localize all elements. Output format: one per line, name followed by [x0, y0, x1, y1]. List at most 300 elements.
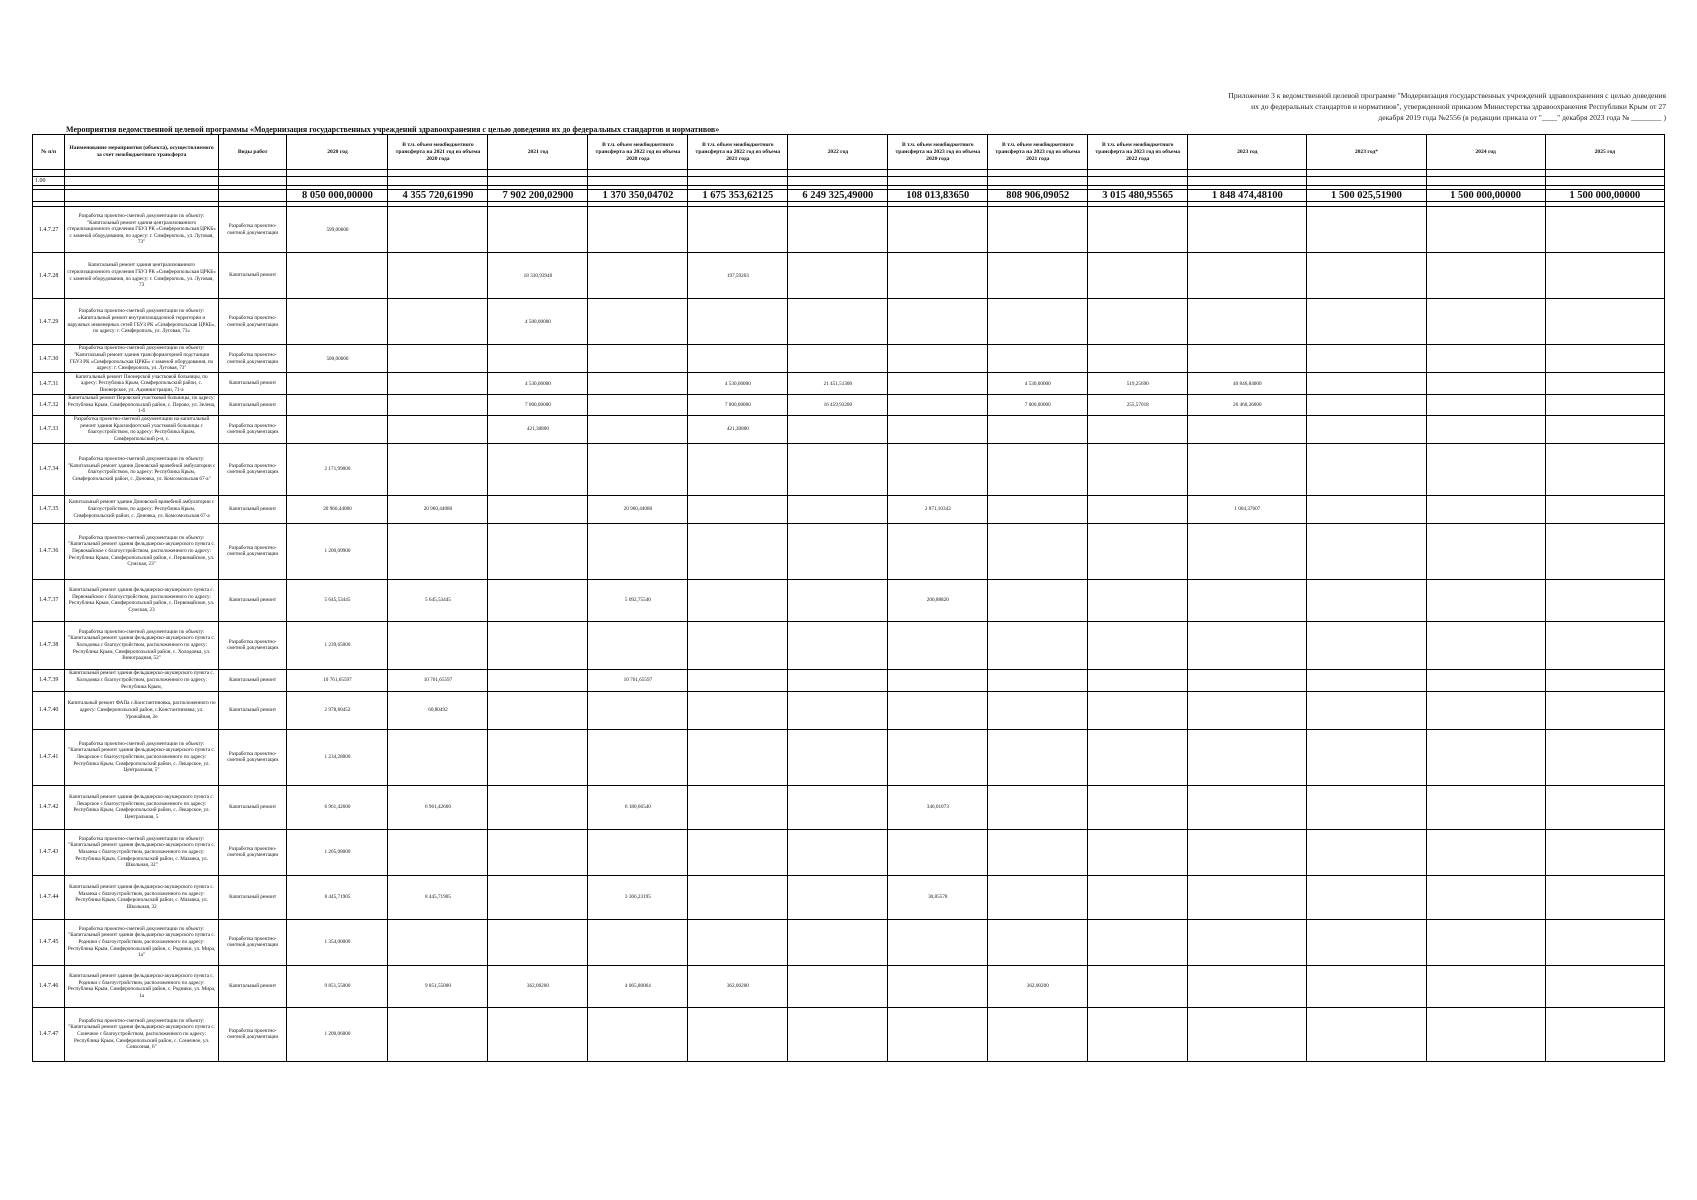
- value-cell: 362,00200: [988, 965, 1088, 1007]
- value-cell: [788, 415, 888, 443]
- value-cell: [488, 785, 588, 829]
- table-row: [33, 621, 1665, 669]
- value-cell: 421,30800: [488, 415, 588, 443]
- value-cell: 255,57018: [1088, 395, 1188, 416]
- value-cell: 4 530,00000: [688, 373, 788, 395]
- value-cell: [588, 1007, 688, 1061]
- total-cell: 7 902 200,02900: [488, 190, 588, 202]
- value-cell: [588, 729, 688, 785]
- table-row: [33, 415, 1665, 443]
- row-number: 1.4.7.37: [33, 579, 65, 621]
- value-cell: [888, 729, 988, 785]
- value-cell: [1188, 965, 1307, 1007]
- value-cell: [788, 345, 888, 373]
- value-cell: [988, 729, 1088, 785]
- table-row: [33, 299, 1665, 345]
- appendix-line: Приложение 3 к ведомственной целевой программе "Модернизация государственных учреждений здравоохранения с целью доведения: [1228, 91, 1666, 100]
- value-cell: [988, 691, 1088, 729]
- row-work-type: Разработка проектно-сметной документации: [218, 829, 287, 875]
- value-cell: [388, 415, 488, 443]
- value-cell: [588, 253, 688, 299]
- value-cell: [1307, 691, 1426, 729]
- row-work-type: Разработка проектно-сметной документации: [218, 729, 287, 785]
- value-cell: [1088, 875, 1188, 919]
- value-cell: [388, 299, 488, 345]
- value-cell: [988, 443, 1088, 495]
- row-number: 1.4.7.31: [33, 373, 65, 395]
- value-cell: [1088, 253, 1188, 299]
- value-cell: [1307, 1007, 1426, 1061]
- row-work-type: Разработка проектно-сметной документации: [218, 1007, 287, 1061]
- table-row: [33, 729, 1665, 785]
- col-header-num: № п/п: [33, 135, 65, 170]
- value-cell: [287, 373, 388, 395]
- value-cell: [1188, 829, 1307, 875]
- value-cell: 421,30800: [688, 415, 788, 443]
- value-cell: [488, 691, 588, 729]
- value-cell: [1188, 579, 1307, 621]
- value-cell: [488, 345, 588, 373]
- value-cell: [488, 443, 588, 495]
- value-cell: [788, 443, 888, 495]
- value-cell: [788, 729, 888, 785]
- document-title: Мероприятия ведомственной целевой программы «Модернизация государственных учреждений здравоохранения с целью доведения их до федеральных стандартов и нормативов»: [66, 125, 720, 134]
- value-cell: [1088, 729, 1188, 785]
- value-cell: [388, 345, 488, 373]
- value-cell: [1426, 395, 1545, 416]
- value-cell: [1426, 669, 1545, 691]
- value-cell: 8 445,71905: [388, 875, 488, 919]
- value-cell: [988, 621, 1088, 669]
- row-name: Разработка проектно-сметной документации по объекту: "Капитальный ремонт здания фельдшерско-акушерского пункта с. Первомайское с благоустройством, расположенного по адресу: Республика Крым, Симферопольский район, с. Первомайское, ул. Сумская, 23": [65, 523, 219, 579]
- value-cell: [1088, 443, 1188, 495]
- row-number: 1.4.7.38: [33, 621, 65, 669]
- value-cell: 60,80492: [388, 691, 488, 729]
- row-number: 1.4.7.32: [33, 395, 65, 416]
- row-name: Капитальный ремонт Перовской участковой больницы, по адресу: Республика Крым, Симферопольский район, с. Перово, ул. Зелена, 1-б: [65, 395, 219, 416]
- value-cell: [1307, 523, 1426, 579]
- row-work-type: Капитальный ремонт: [218, 965, 287, 1007]
- value-cell: [1426, 299, 1545, 345]
- value-cell: [1188, 443, 1307, 495]
- value-cell: [1307, 965, 1426, 1007]
- value-cell: [1307, 253, 1426, 299]
- value-cell: [688, 621, 788, 669]
- table-row: [33, 443, 1665, 495]
- value-cell: [1307, 299, 1426, 345]
- table-row: [33, 579, 1665, 621]
- row-number: 1.4.7.46: [33, 965, 65, 1007]
- value-cell: [988, 495, 1088, 523]
- value-cell: [988, 345, 1088, 373]
- row-work-type: Разработка проектно-сметной документации: [218, 523, 287, 579]
- table-row: [33, 253, 1665, 299]
- row-work-type: Разработка проектно-сметной документации: [218, 299, 287, 345]
- value-cell: 500,00000: [287, 345, 388, 373]
- value-cell: [1426, 495, 1545, 523]
- table-row: [33, 691, 1665, 729]
- table-row: [33, 1007, 1665, 1061]
- value-cell: [1088, 785, 1188, 829]
- value-cell: [1307, 345, 1426, 373]
- row-name: Разработка проектно-сметной документации по объекту: "Капитальный ремонт здания фельдшерско-акушерского пункта с. Мазанка с благоустройством, расположенного по адресу: Республика Крым, Симферопольский район, с. Мазанка, ул. Школьная, 32": [65, 829, 219, 875]
- value-cell: [1188, 785, 1307, 829]
- value-cell: [588, 415, 688, 443]
- value-cell: [588, 299, 688, 345]
- value-cell: [688, 1007, 788, 1061]
- value-cell: [688, 829, 788, 875]
- value-cell: [488, 207, 588, 253]
- value-cell: [1088, 965, 1188, 1007]
- section-code-row: [33, 177, 1665, 186]
- col-header-name: Наименование мероприятия (объекта), осуществляемого за счет межбюджетного трансферта: [65, 135, 219, 170]
- total-cell: 8 050 000,00000: [287, 190, 388, 202]
- total-cell: 1 500 000,00000: [1545, 190, 1664, 202]
- table-row: [33, 785, 1665, 829]
- value-cell: [888, 965, 988, 1007]
- value-cell: [788, 579, 888, 621]
- value-cell: [1545, 1007, 1664, 1061]
- value-cell: [788, 495, 888, 523]
- value-cell: [388, 919, 488, 965]
- value-cell: [1426, 919, 1545, 965]
- total-cell: 1 500 000,00000: [1426, 190, 1545, 202]
- value-cell: [287, 299, 388, 345]
- col-header-2021: 2021 год: [488, 135, 588, 170]
- row-name: Капитальный ремонт здания фельдшерско-акушерского пункта с. Первомайское с благоустройством, расположенного по адресу: Республика Крым, Симферопольский район, с. Первомайское, ул. Сумская, 23: [65, 579, 219, 621]
- row-number: 1.4.7.39: [33, 669, 65, 691]
- value-cell: [1188, 729, 1307, 785]
- value-cell: [888, 669, 988, 691]
- value-cell: [1307, 919, 1426, 965]
- col-header-2022-from-2020: В т.ч. объем межбюджетного трансферта на 2022 год из объема 2020 года: [588, 135, 688, 170]
- row-work-type: Разработка проектно-сметной документации: [218, 621, 287, 669]
- value-cell: [1545, 919, 1664, 965]
- value-cell: [1426, 621, 1545, 669]
- row-name: Разработка проектно-сметной документации по объекту: "Капитальный ремонт здания фельдшерско-акушерского пункта с. Холодовка с благоустройством, расположенного по адресу: Республика Крым, Симферопольский район, с. Холодовка, ул. Виноградная, 52": [65, 621, 219, 669]
- value-cell: 1 354,00000: [287, 919, 388, 965]
- value-cell: [688, 729, 788, 785]
- total-cell: 808 906,09052: [988, 190, 1088, 202]
- row-name: Разработка проектно-сметной документации по объекту: "Капитальный ремонт здания централизованного стерилизационного отделения ГБУЗ РК «Симферопольская ЦРКБ» с заменой оборудования, по адресу: г. Симферополь, ул. Луговая, 73": [65, 207, 219, 253]
- value-cell: 40 846,84000: [1188, 373, 1307, 395]
- value-cell: [388, 443, 488, 495]
- value-cell: [888, 919, 988, 965]
- table-row: [33, 829, 1665, 875]
- col-header-2023-from-2020: В т.ч. объем межбюджетного трансферта на 2023 год из объема 2020 года: [888, 135, 988, 170]
- row-number: 1.4.7.40: [33, 691, 65, 729]
- value-cell: [1188, 299, 1307, 345]
- value-cell: [488, 919, 588, 965]
- value-cell: [988, 415, 1088, 443]
- value-cell: [588, 691, 688, 729]
- value-cell: [1545, 785, 1664, 829]
- value-cell: 599,00000: [287, 207, 388, 253]
- value-cell: [1307, 373, 1426, 395]
- col-header-2020: 2020 год: [287, 135, 388, 170]
- value-cell: [1545, 373, 1664, 395]
- value-cell: [1307, 443, 1426, 495]
- value-cell: 4 065,80064: [588, 965, 688, 1007]
- table-row: [33, 495, 1665, 523]
- value-cell: [1545, 495, 1664, 523]
- value-cell: [1307, 495, 1426, 523]
- value-cell: [1545, 345, 1664, 373]
- row-number: 1.4.7.41: [33, 729, 65, 785]
- value-cell: [1188, 253, 1307, 299]
- row-name: Разработка проектно-сметной документации по объекту: "Капитальный ремонт здания фельдшерско-акушерского пункта с. Лекарское с благоустройством, расположенного по адресу: Республика Крым, Симферопольский район, с. Лекарское, ул. Центральная, 5": [65, 729, 219, 785]
- value-cell: [488, 1007, 588, 1061]
- value-cell: 18 330,93940: [488, 253, 588, 299]
- value-cell: 1 234,28000: [287, 729, 388, 785]
- row-name: Капитальный ремонт здания фельдшерско-акушерского пункта с. Лекарское с благоустройством, расположенного по адресу: Республика Крым, Симферопольский район, с. Лекарское, ул. Центральная, 5: [65, 785, 219, 829]
- value-cell: [1545, 965, 1664, 1007]
- value-cell: [888, 395, 988, 416]
- value-cell: 1 200,06000: [287, 1007, 388, 1061]
- value-cell: [1426, 579, 1545, 621]
- value-cell: [1545, 669, 1664, 691]
- total-cell: 6 249 325,49000: [788, 190, 888, 202]
- row-number: 1.4.7.43: [33, 829, 65, 875]
- col-header-2023-from-2021: В т.ч. объем межбюджетного трансферта на 2023 год из объема 2021 года: [988, 135, 1088, 170]
- value-cell: [1188, 523, 1307, 579]
- row-name: Разработка проектно-сметной документации по объекту: «Капитальный ремонт внутриплощадочной территории и наружных инженерных сетей ГБУЗ РК «Симферопольская ЦРКБ», по адресу: г. Симферополь, ул. Луговая, 73»: [65, 299, 219, 345]
- value-cell: [1426, 875, 1545, 919]
- value-cell: [1088, 495, 1188, 523]
- value-cell: [1088, 621, 1188, 669]
- row-work-type: Капитальный ремонт: [218, 373, 287, 395]
- value-cell: [1307, 207, 1426, 253]
- row-work-type: Разработка проектно-сметной документации: [218, 345, 287, 373]
- value-cell: [1545, 729, 1664, 785]
- value-cell: [688, 875, 788, 919]
- col-header-2023-from-2022: В т.ч. объем межбюджетного трансферта на 2023 год из объема 2022 года: [1088, 135, 1188, 170]
- row-number: 1.4.7.33: [33, 415, 65, 443]
- row-number: 1.4.7.27: [33, 207, 65, 253]
- value-cell: [888, 299, 988, 345]
- value-cell: [588, 523, 688, 579]
- value-cell: [688, 207, 788, 253]
- value-cell: [1426, 829, 1545, 875]
- value-cell: [688, 495, 788, 523]
- value-cell: [1307, 729, 1426, 785]
- value-cell: 5 645,53445: [388, 579, 488, 621]
- value-cell: [688, 579, 788, 621]
- table-row: [33, 373, 1665, 395]
- value-cell: [888, 691, 988, 729]
- value-cell: [1545, 875, 1664, 919]
- table-row: [33, 875, 1665, 919]
- value-cell: 10 761,65597: [588, 669, 688, 691]
- row-name: Разработка проектно-сметной документации по объекту: "Капитальный ремонт здания Доновской врачебной амбулатории с благоустройством, по адресу: Республика Крым, Симферопольский район, с. Доновка, ул. Комсомольская 67-а": [65, 443, 219, 495]
- value-cell: [1307, 785, 1426, 829]
- value-cell: [1426, 443, 1545, 495]
- value-cell: 1 205,08000: [287, 829, 388, 875]
- value-cell: [1188, 415, 1307, 443]
- col-header-2022-from-2021: В т.ч. объем межбюджетного трансферта на 2022 год из объема 2021 года: [688, 135, 788, 170]
- value-cell: [388, 373, 488, 395]
- value-cell: [888, 345, 988, 373]
- value-cell: [688, 443, 788, 495]
- value-cell: [388, 207, 488, 253]
- value-cell: [988, 253, 1088, 299]
- value-cell: [1088, 299, 1188, 345]
- value-cell: 20 960,44080: [287, 495, 388, 523]
- table-row: [33, 669, 1665, 691]
- value-cell: [788, 207, 888, 253]
- value-cell: 21 451,51300: [788, 373, 888, 395]
- total-cell: 1 500 025,51900: [1307, 190, 1426, 202]
- value-cell: [888, 1007, 988, 1061]
- row-number: 1.4.7.36: [33, 523, 65, 579]
- value-cell: [988, 579, 1088, 621]
- value-cell: [1545, 299, 1664, 345]
- value-cell: [888, 443, 988, 495]
- value-cell: [788, 253, 888, 299]
- value-cell: [1188, 621, 1307, 669]
- value-cell: [1426, 207, 1545, 253]
- value-cell: 2 871,10343: [888, 495, 988, 523]
- row-name: Разработка проектно-сметной документации по объекту: "Капитальный ремонт здания фельдшерско-акушерского пункта с. Сонечное с благоустройством, расположенного по адресу: Республика Крым, Симферопольский район, с. Сонечное, ул. Совхозная, 6": [65, 1007, 219, 1061]
- total-cell: 1 675 353,62125: [688, 190, 788, 202]
- value-cell: [688, 785, 788, 829]
- value-cell: [788, 523, 888, 579]
- value-cell: [788, 621, 888, 669]
- value-cell: 346,01073: [888, 785, 988, 829]
- value-cell: [388, 253, 488, 299]
- row-work-type: Разработка проектно-сметной документации: [218, 415, 287, 443]
- value-cell: [287, 395, 388, 416]
- row-name: Капитальный ремонт здания фельдшерско-акушерского пункта с. Мазанка с благоустройством, расположенного по адресу: Республика Крым, Симферопольский район, с. Мазанка, ул. Школьная, 32: [65, 875, 219, 919]
- value-cell: 5 645,53445: [287, 579, 388, 621]
- value-cell: [588, 373, 688, 395]
- row-name: Разработка проектно-сметной документации по объекту: "Капитальный ремонт здания фельдшерско-акушерского пункта с. Родники с благоустройством, расположенного по адресу: Республика Крым, Симферопольский район, с. Родники, ул. Мира, 1а": [65, 919, 219, 965]
- appendix-note: [1166, 90, 1666, 123]
- value-cell: 20 960,44080: [588, 495, 688, 523]
- appendix-line: их до федеральных стандартов и нормативов", утвержденной приказом Министерства здравоохранения Республики Крым от 27: [1251, 102, 1666, 111]
- row-number: 1.4.7.30: [33, 345, 65, 373]
- value-cell: [588, 443, 688, 495]
- value-cell: [488, 829, 588, 875]
- value-cell: 7 000,00000: [988, 395, 1088, 416]
- value-cell: [988, 299, 1088, 345]
- value-cell: [688, 691, 788, 729]
- col-header-2023: 2023 год: [1188, 135, 1307, 170]
- value-cell: [488, 729, 588, 785]
- value-cell: [1307, 395, 1426, 416]
- col-header-2024: 2024 год: [1426, 135, 1545, 170]
- totals-row: [33, 190, 1665, 202]
- value-cell: 6 961,42600: [287, 785, 388, 829]
- total-cell: 3 015 480,95565: [1088, 190, 1188, 202]
- table-row: [33, 207, 1665, 253]
- row-number: 1.4.7.42: [33, 785, 65, 829]
- value-cell: 26 460,36000: [1188, 395, 1307, 416]
- value-cell: [1426, 373, 1545, 395]
- value-cell: [788, 919, 888, 965]
- total-cell: 108 013,83650: [888, 190, 988, 202]
- value-cell: [888, 621, 988, 669]
- value-cell: 1 004,37607: [1188, 495, 1307, 523]
- value-cell: [1088, 345, 1188, 373]
- value-cell: [388, 1007, 488, 1061]
- row-number: 1.4.7.28: [33, 253, 65, 299]
- value-cell: 4 530,00000: [488, 373, 588, 395]
- row-name: Разработка проектно-сметной документации по объекту: "Капитальный ремонт здания трансформаторной подстанции ГБУЗ РК «Симферопольская ЦРКБ» с заменой оборудования, по адресу: г. Симферополь, ул. Луговая, 73": [65, 345, 219, 373]
- value-cell: 7 000,00000: [488, 395, 588, 416]
- row-name: Капитальный ремонт ФАПа с.Константиновка, расположенного по адресу: Симферопольский район, с.Константиновка, ул. Урожайная, 2е: [65, 691, 219, 729]
- row-work-type: Капитальный ремонт: [218, 395, 287, 416]
- col-header-2021-from-2020: В т.ч. объем межбюджетного трансферта на 2021 год из объема 2020 года: [388, 135, 488, 170]
- value-cell: [988, 523, 1088, 579]
- value-cell: [1188, 919, 1307, 965]
- value-cell: [888, 415, 988, 443]
- value-cell: [788, 785, 888, 829]
- value-cell: 9 851,55000: [388, 965, 488, 1007]
- row-work-type: Капитальный ремонт: [218, 691, 287, 729]
- value-cell: 6 180,66540: [588, 785, 688, 829]
- row-name: Капитальный ремонт здания централизованного стерилизационного отделения ГБУЗ РК «Симферопольская ЦРКБ» с заменой оборудования, по адресу: г. Симферополь, ул. Луговая, 73: [65, 253, 219, 299]
- table-row: [33, 919, 1665, 965]
- value-cell: [1545, 523, 1664, 579]
- row-work-type: Капитальный ремонт: [218, 785, 287, 829]
- value-cell: [1088, 207, 1188, 253]
- value-cell: [1088, 579, 1188, 621]
- value-cell: 7 000,00000: [688, 395, 788, 416]
- value-cell: 362,00200: [488, 965, 588, 1007]
- value-cell: [1426, 691, 1545, 729]
- value-cell: [1426, 523, 1545, 579]
- value-cell: 10 761,65597: [287, 669, 388, 691]
- value-cell: [1307, 415, 1426, 443]
- value-cell: [1188, 345, 1307, 373]
- value-cell: [1545, 395, 1664, 416]
- value-cell: [1088, 669, 1188, 691]
- row-name: Капитальный ремонт здания Доновской врачебной амбулатории с благоустройством, по адресу: Республика Крым, Симферопольский район, с. Доновка, ул. Комсомольская 67-а: [65, 495, 219, 523]
- value-cell: [1426, 785, 1545, 829]
- row-work-type: Капитальный ремонт: [218, 669, 287, 691]
- value-cell: [1307, 669, 1426, 691]
- value-cell: [1545, 579, 1664, 621]
- value-cell: [788, 691, 888, 729]
- value-cell: [888, 373, 988, 395]
- value-cell: 9 851,55000: [287, 965, 388, 1007]
- value-cell: [588, 395, 688, 416]
- value-cell: [488, 875, 588, 919]
- value-cell: [988, 669, 1088, 691]
- value-cell: [1307, 829, 1426, 875]
- value-cell: [388, 621, 488, 669]
- value-cell: [588, 919, 688, 965]
- value-cell: [988, 207, 1088, 253]
- value-cell: 519,25690: [1088, 373, 1188, 395]
- value-cell: [1307, 875, 1426, 919]
- total-cell: 1 848 474,48100: [1188, 190, 1307, 202]
- value-cell: [388, 729, 488, 785]
- header-subrow: [33, 170, 1665, 177]
- table-row: [33, 395, 1665, 416]
- value-cell: [588, 345, 688, 373]
- value-cell: 4 530,00000: [988, 373, 1088, 395]
- value-cell: [1088, 1007, 1188, 1061]
- value-cell: [788, 829, 888, 875]
- value-cell: 6 961,42600: [388, 785, 488, 829]
- value-cell: [1426, 965, 1545, 1007]
- value-cell: [1545, 253, 1664, 299]
- value-cell: [988, 1007, 1088, 1061]
- value-cell: [1188, 875, 1307, 919]
- value-cell: 20 960,44080: [388, 495, 488, 523]
